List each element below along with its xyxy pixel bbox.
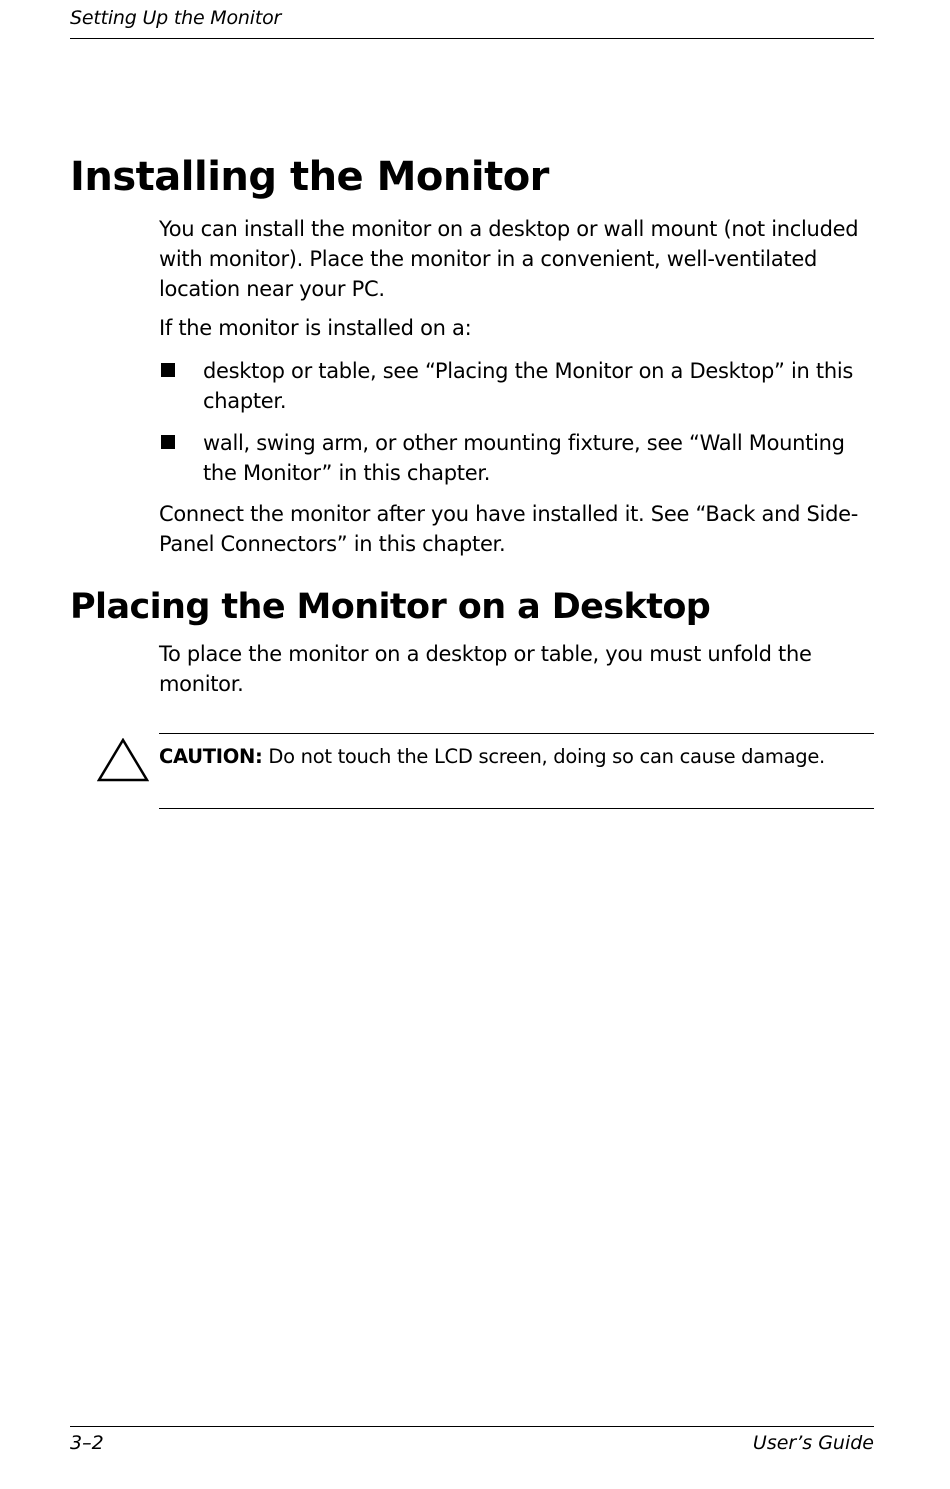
if-installed-line: If the monitor is installed on a:	[159, 316, 472, 340]
caution-text	[159, 743, 859, 770]
page-number: 3–2	[70, 1432, 104, 1454]
guide-title: User’s Guide	[752, 1432, 874, 1454]
caution-label: CAUTION:	[159, 745, 263, 768]
list-item-text: wall, swing arm, or other mounting fixture, see “Wall Mounting the Monitor” in this chapter.	[203, 431, 845, 485]
running-title: Setting Up the Monitor	[70, 7, 282, 29]
square-bullet-icon	[161, 435, 175, 449]
heading-placing-monitor: Placing the Monitor on a Desktop	[70, 587, 711, 627]
connect-paragraph: Connect the monitor after you have installed it. See “Back and Side-Panel Connectors” in this chapter.	[159, 502, 859, 556]
list-item-text: desktop or table, see “Placing the Monitor on a Desktop” in this chapter.	[203, 359, 854, 413]
list-item	[159, 356, 859, 416]
heading-installing-monitor: Installing the Monitor	[70, 154, 549, 200]
mounting-options-list	[159, 356, 859, 500]
list-item	[159, 428, 859, 488]
warning-triangle-icon	[97, 738, 149, 782]
caution-message: Do not touch the LCD screen, doing so can cause damage.	[262, 745, 825, 768]
placing-paragraph: To place the monitor on a desktop or table, you must unfold the monitor.	[159, 642, 812, 696]
page-footer	[70, 1426, 874, 1467]
square-bullet-icon	[161, 363, 175, 377]
caution-notice	[159, 733, 874, 809]
intro-paragraph: You can install the monitor on a desktop or wall mount (not included with monitor). Place the monitor in a convenient, well-ventilated location near your PC.	[159, 217, 859, 301]
page-header	[70, 6, 874, 39]
